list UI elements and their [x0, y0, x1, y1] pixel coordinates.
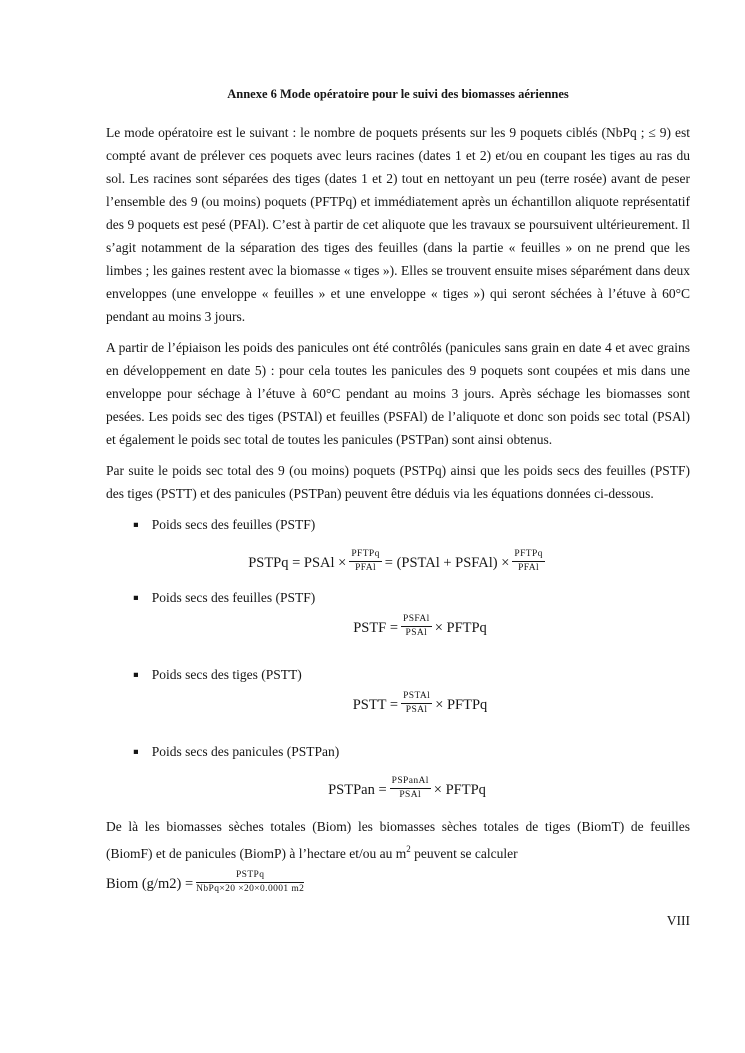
- formula-biom: [106, 869, 690, 899]
- formula-biom-lhs: Biom (g/m2) =: [106, 876, 194, 892]
- formula-pstf-lhs: PSTF =: [353, 620, 399, 636]
- fraction: $\frac{\text{PSTPq}}{\text{NbPq×20 ×20×0.0001 m2}}$: [196, 870, 305, 895]
- page-title: Annexe 6 Mode opératoire pour le suivi des biomasses aériennes: [227, 87, 569, 101]
- formula-pstf-rhs: × PFTPq: [434, 620, 487, 636]
- formula-pstpq-mid: = (PSTAl + PSFAl) ×: [384, 555, 510, 571]
- formula-pstpan: [106, 775, 690, 805]
- bullet-item-3: [133, 663, 690, 687]
- formula-pstpan-lhs: PSTPan =: [328, 782, 387, 798]
- fraction: $\frac{\text{PSTAl}}{\text{PSAl}}$: [403, 691, 431, 716]
- formula-pstt: [106, 690, 690, 720]
- paragraph-4: [106, 815, 690, 865]
- superscript-2: 2: [406, 844, 411, 854]
- fraction: $\frac{\text{PFTPq}}{\text{PFAl}}$: [514, 549, 543, 574]
- bullet-item-4: [133, 740, 690, 764]
- bullet-square-icon: ▪: [133, 520, 139, 530]
- bullet-square-icon: ▪: [133, 670, 139, 680]
- paragraph-1: Le mode opératoire est le suivant : le nombre de poquets présents sur les 9 poquets ciblés (NbPq ; ≤ 9) est compté avant de prélever ces poquets avec leurs racines (dates 1 et 2) et/ou en coupant les tiges au ras du sol. Les racines sont séparées des tiges (dates 1 et 2) tout en nettoyant un peu (terre rosée) avant de peser l’ensemble des 9 (ou moins) poquets (PFTPq) et immédiatement après un échantillon aliquote représentatif des 9 poquets est pesé (PFAl). C’est à partir de cet aliquote que les travaux se poursuivent ultérieurement. Il s’agit notamment de la séparation des tiges des feuilles (dans la partie « feuilles » on ne prend que les limbes ; les gaines restent avec la biomasse « tiges »). Elles se trouvent ensuite mises séparément dans deux enveloppes (une enveloppe « feuilles » et une enveloppe « tiges ») qui seront séchées à l’étuve à 60°C pendant au moins 3 jours.: [106, 125, 690, 324]
- bullet-label-1: Poids secs des feuilles (PSTF): [151, 517, 316, 532]
- formula-pstf: [106, 613, 690, 643]
- formula-pstt-rhs: × PFTPq: [435, 697, 488, 713]
- fraction: $\frac{\text{PSFAl}}{\text{PSAl}}$: [403, 614, 430, 639]
- fraction: $\frac{\text{PSPanAl}}{\text{PSAl}}$: [391, 776, 429, 801]
- fraction: $\frac{\text{PFTPq}}{\text{PFAl}}$: [351, 549, 380, 574]
- bullet-label-3: Poids secs des tiges (PSTT): [151, 667, 302, 682]
- bullet-item-1: [133, 513, 690, 537]
- bullet-square-icon: ▪: [133, 747, 139, 757]
- formula-pstpq: [106, 548, 690, 578]
- bullet-item-2: [133, 586, 690, 610]
- paragraph-3: Par suite le poids sec total des 9 (ou moins) poquets (PSTPq) ainsi que les poids secs des feuilles (PSTF) des tiges (PSTT) et des panicules (PSTPan) peuvent être déduis via les équations données ci-dessous.: [106, 463, 690, 501]
- formula-pstt-lhs: PSTT =: [352, 697, 399, 713]
- formula-pstpq-lhs: PSTPq = PSAl ×: [248, 555, 347, 571]
- bullet-square-icon: ▪: [133, 593, 139, 603]
- bullet-label-4: Poids secs des panicules (PSTPan): [151, 744, 340, 759]
- paragraph-2: A partir de l’épiaison les poids des panicules ont été contrôlés (panicules sans grain en date 4 et avec grains en développement en date 5) : pour cela toutes les panicules des 9 poquets sont coupées et mis dans une enveloppe pour séchage à l’étuve à 60°C pendant au moins 3 jours. Après séchage les biomasses sont pesées. Les poids sec des tiges (PSTAl) et feuilles (PSFAl) de l’aliquote et donc son poids sec total (PSAl) et également le poids sec total de toutes les panicules (PSTPan) sont ainsi obtenus.: [106, 340, 690, 447]
- paragraph-4-text: De là les biomasses sèches totales (Biom) les biomasses sèches totales de tiges (BiomT) de feuilles (BiomF) et de panicules (BiomP) à l’hectare et/ou au m: [106, 819, 690, 861]
- paragraph-4-tail: peuvent se calculer: [410, 846, 518, 861]
- page-number: VIII: [666, 913, 690, 928]
- bullet-label-2: Poids secs des feuilles (PSTF): [151, 590, 316, 605]
- formula-pstpan-rhs: × PFTPq: [433, 782, 486, 798]
